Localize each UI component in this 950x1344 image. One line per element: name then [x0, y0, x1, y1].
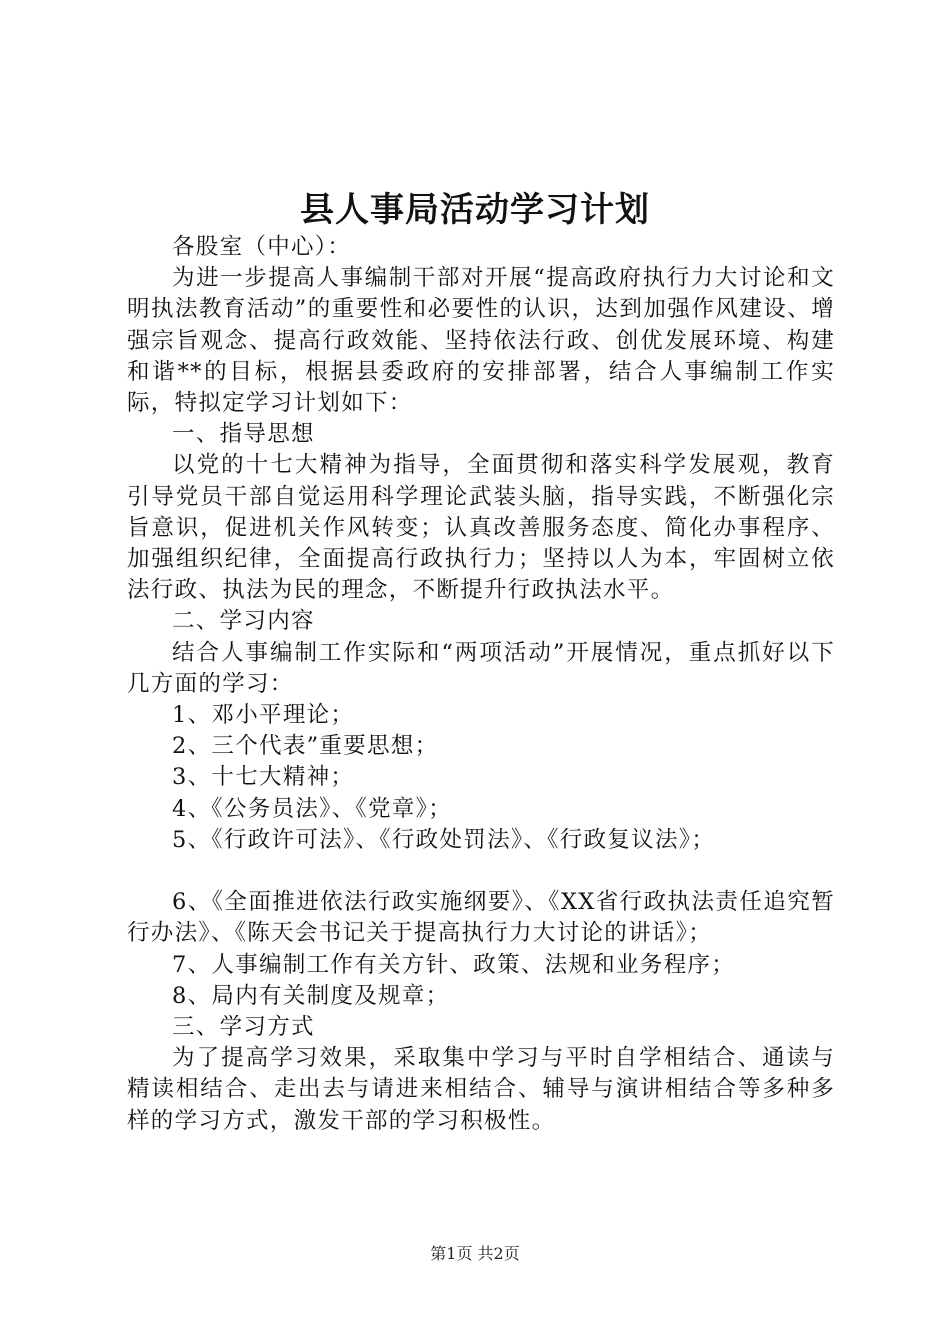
intro-paragraph: 为进一步提高人事编制干部对开展“提高政府执行力大讨论和文明执法教育活动”的重要性和必要性的认识，达到加强作风建设、增强宗旨观念、提高行政效能、坚持依法行政、创优发展环境、构建和谐**的目标，根据县委政府的安排部署，结合人事编制工作实际，特拟定学习计划如下： [127, 265, 835, 417]
list-item: 2、三个代表”重要思想； [172, 733, 439, 760]
list-item: 4、《公务员法》、《党章》； [172, 795, 453, 822]
section-heading-guiding-thought: 一、指导思想 [172, 421, 315, 448]
list-item: 7、人事编制工作有关方针、政策、法规和业务程序； [172, 951, 736, 978]
salutation: 各股室（中心）： [172, 234, 352, 260]
list-item: 1、邓小平理论； [172, 702, 355, 729]
section-heading-study-content: 二、学习内容 [172, 608, 315, 635]
list-item: 8、局内有关制度及规章； [172, 982, 450, 1009]
section-paragraph-study-content: 结合人事编制工作实际和“两项活动”开展情况，重点抓好以下几方面的学习： [127, 639, 835, 697]
section-paragraph-guiding-thought: 以党的十七大精神为指导，全面贯彻和落实科学发展观，教育引导党员干部自觉运用科学理论武装头脑，指导实践，不断强化宗旨意识，促进机关作风转变；认真改善服务态度、简化办事程序、加强组织纪律，全面提高行政执行力；坚持以人为本，牢固树立依法行政、执法为民的理念，不断提升行政执法水平。 [127, 452, 835, 604]
section-paragraph-study-method: 为了提高学习效果，采取集中学习与平时自学相结合、通读与精读相结合、走出去与请进来相结合、辅导与演讲相结合等多种多样的学习方式，激发干部的学习积极性。 [127, 1045, 835, 1134]
list-item: 6、《全面推进依法行政实施纲要》、《XX省行政执法责任追究暂行办法》、《陈天会书记关于提高执行力大讨论的讲话》； [127, 889, 835, 947]
document-body [127, 232, 835, 1137]
document-title: 县人事局活动学习计划 [300, 190, 650, 230]
blank-line [127, 856, 835, 887]
list-item: 3、十七大精神； [172, 764, 355, 791]
section-heading-study-method: 三、学习方式 [172, 1014, 315, 1041]
list-item: 5、《行政许可法》、《行政处罚法》、《行政复议法》； [172, 826, 716, 853]
page-number: 第1页 共2页 [430, 1244, 520, 1263]
